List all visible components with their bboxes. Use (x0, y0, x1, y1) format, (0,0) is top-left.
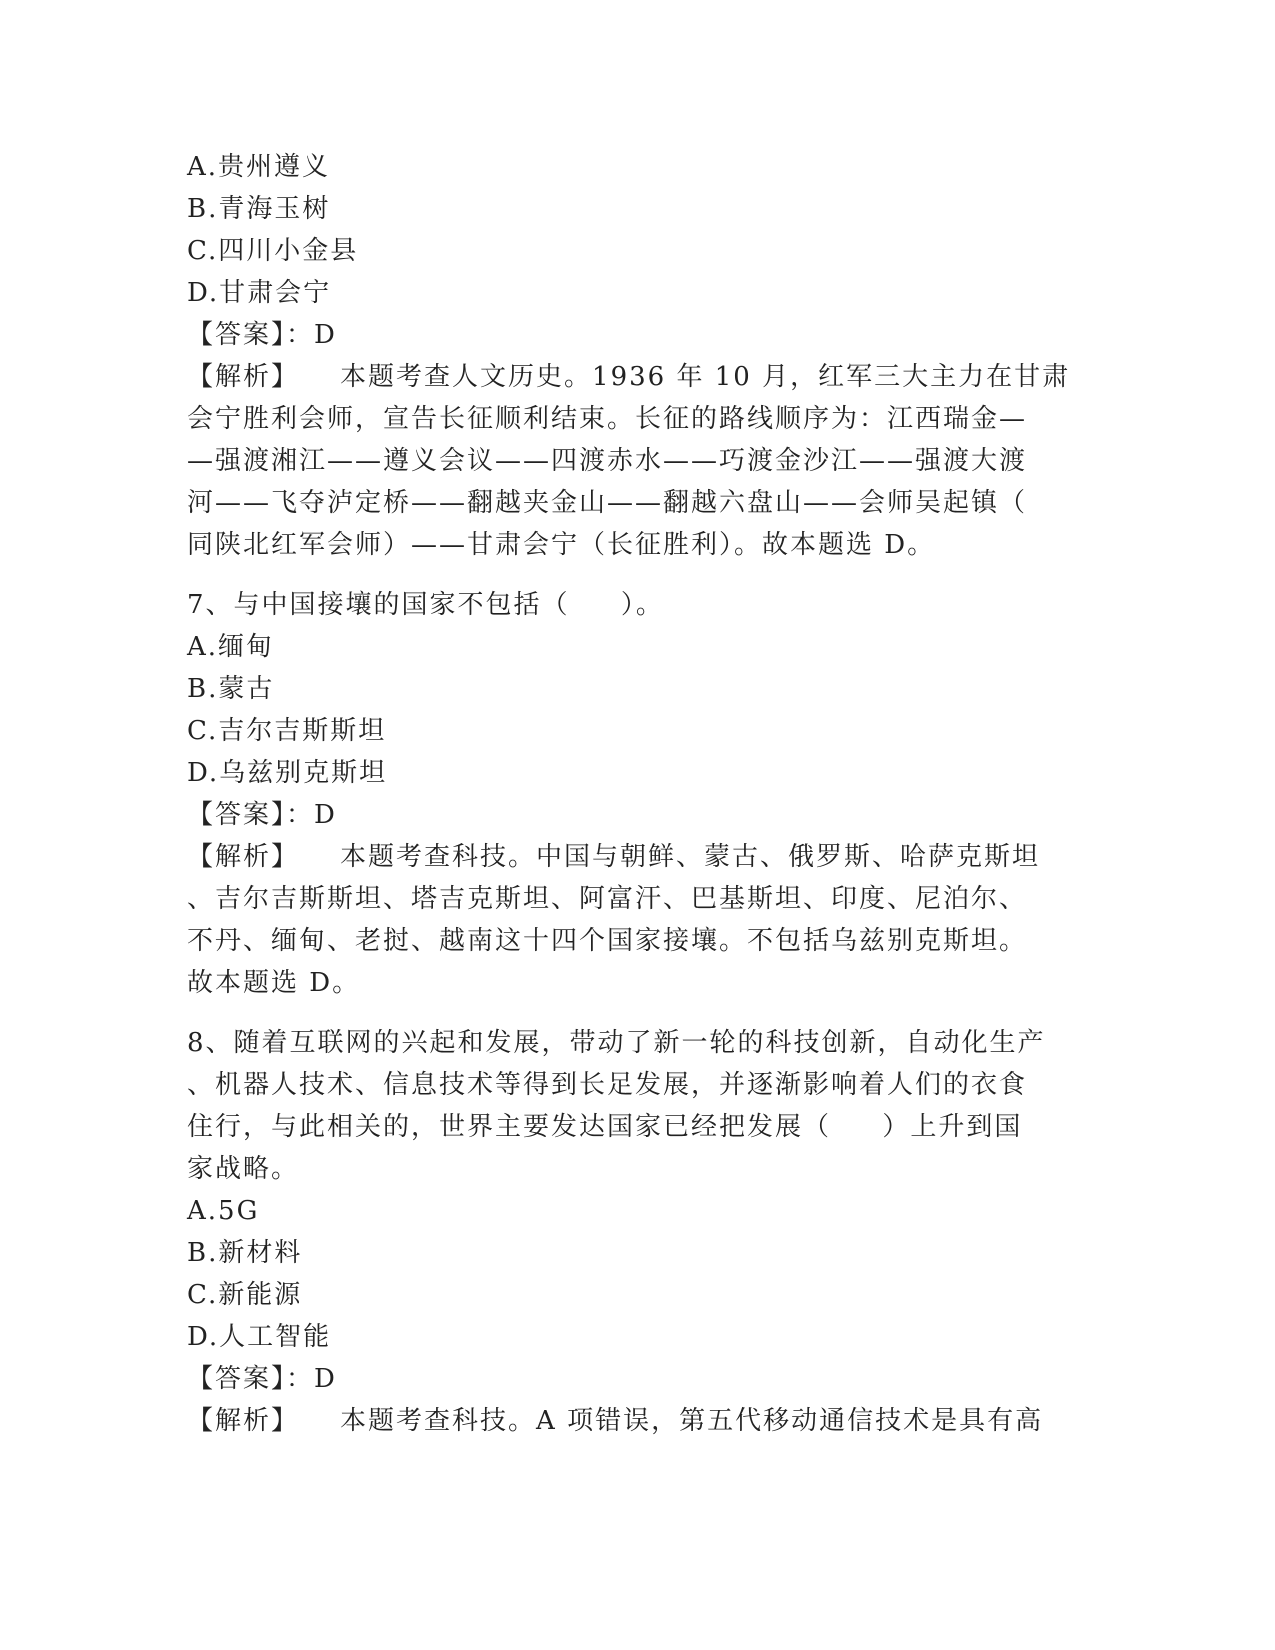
document-content (187, 146, 1071, 1442)
question-text: 家战略。 (187, 1154, 300, 1184)
question-8-block (187, 1022, 1067, 1442)
analysis-line: 【解析】 本题考查科技。中国与朝鲜、蒙古、俄罗斯、哈萨克斯坦 (187, 842, 1041, 872)
question-text: 住行，与此相关的，世界主要发达国家已经把发展（ ）上升到国 (187, 1112, 1023, 1142)
answer-line: 【答案】：D (187, 320, 337, 350)
question-text: 8、随着互联网的兴起和发展，带动了新一轮的科技创新，自动化生产 (187, 1028, 1046, 1058)
analysis-line: 、吉尔吉斯斯坦、塔吉克斯坦、阿富汗、巴基斯坦、印度、尼泊尔、 (187, 884, 1028, 914)
option-c: C.四川小金县 (187, 236, 359, 266)
option-c: C.新能源 (187, 1280, 303, 1310)
option-b: B.青海玉树 (187, 194, 331, 224)
question-text: 7、与中国接壤的国家不包括（ ）。 (187, 590, 664, 620)
spacer (187, 566, 1067, 584)
option-a: A.5G (187, 1196, 260, 1226)
analysis-line: 会宁胜利会师，宣告长征顺利结束。长征的路线顺序为：江西瑞金— (187, 404, 1028, 434)
analysis-line: 不丹、缅甸、老挝、越南这十四个国家接壤。不包括乌兹别克斯坦。 (187, 926, 1028, 956)
question-6-block (187, 146, 1071, 566)
answer-line: 【答案】：D (187, 800, 337, 830)
analysis-line: 【解析】 本题考查人文历史。1936 年 10 月，红军三大主力在甘肃 (187, 362, 1071, 392)
option-a: A.缅甸 (187, 632, 275, 662)
analysis-line: 河——飞夺泸定桥——翻越夹金山——翻越六盘山——会师吴起镇（ (187, 488, 1028, 518)
answer-line: 【答案】：D (187, 1364, 337, 1394)
analysis-line: —强渡湘江——遵义会议——四渡赤水——巧渡金沙江——强渡大渡 (187, 446, 1028, 476)
option-d: D.甘肃会宁 (187, 278, 332, 308)
option-a: A.贵州遵义 (187, 152, 331, 182)
spacer (187, 1004, 1067, 1022)
option-b: B.蒙古 (187, 674, 275, 704)
question-text: 、机器人技术、信息技术等得到长足发展，并逐渐影响着人们的衣食 (187, 1070, 1028, 1100)
analysis-line: 【解析】 本题考查科技。A 项错误，第五代移动通信技术是具有高 (187, 1406, 1044, 1436)
analysis-line: 同陕北红军会师）——甘肃会宁（长征胜利）。故本题选 D。 (187, 530, 936, 560)
option-b: B.新材料 (187, 1238, 303, 1268)
question-7-block (187, 584, 1067, 1004)
option-d: D.乌兹别克斯坦 (187, 758, 388, 788)
option-c: C.吉尔吉斯斯坦 (187, 716, 387, 746)
option-d: D.人工智能 (187, 1322, 332, 1352)
analysis-line: 故本题选 D。 (187, 968, 361, 998)
